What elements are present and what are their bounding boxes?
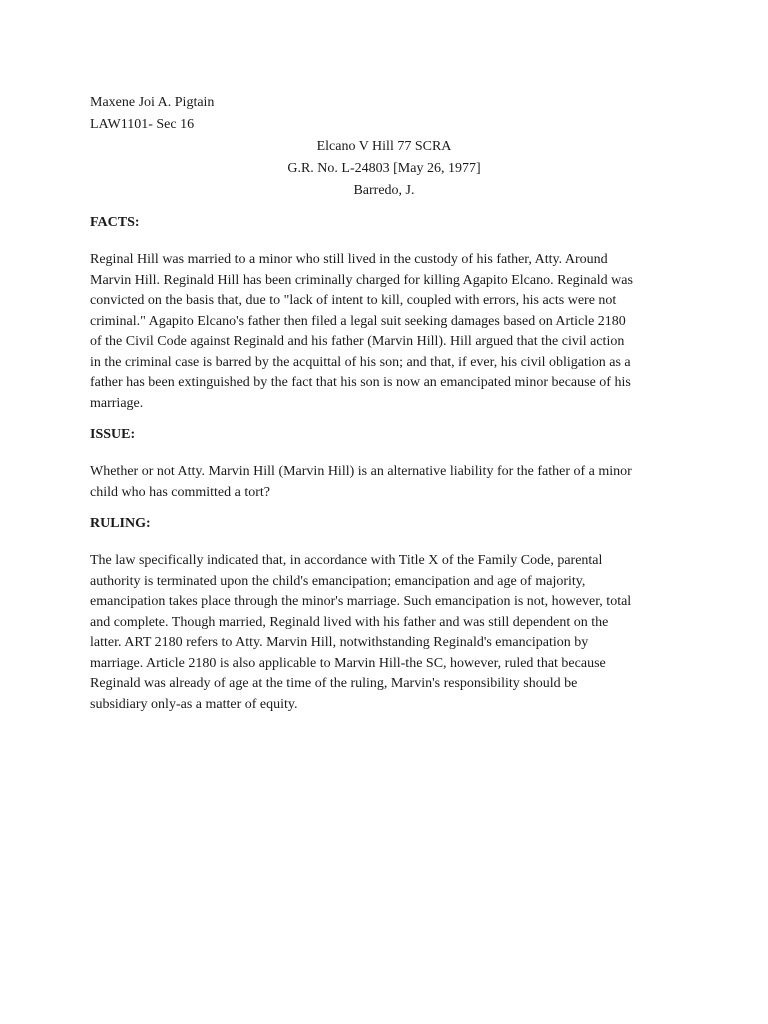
facts-heading: FACTS: xyxy=(90,215,140,230)
facts-line: criminal." Agapito Elcano's father then filed a legal suit seeking damages based on Article 2180 xyxy=(90,313,626,329)
facts-line: father has been extinguished by the fact that his son is now an emancipated minor because of his xyxy=(90,375,631,390)
ruling-line: latter. ART 2180 refers to Atty. Marvin Hill, notwithstanding Reginald's emancipation by xyxy=(90,635,589,650)
issue-line: Whether or not Atty. Marvin Hill (Marvin Hill) is an alternative liability for the father of a minor xyxy=(90,464,632,479)
issue-heading: ISSUE: xyxy=(90,427,136,442)
course-section: LAW1101- Sec 16 xyxy=(90,117,195,132)
author-name: Maxene Joi A. Pigtain xyxy=(90,95,215,110)
case-title: Elcano V Hill 77 SCRA xyxy=(316,139,452,154)
issue-line: child who has committed a tort? xyxy=(90,484,271,500)
ruling-line: emancipation takes place through the minor's marriage. Such emancipation is not, however, total xyxy=(90,594,632,609)
ruling-line: authority is terminated upon the child's emancipation; emancipation and age of majority, xyxy=(90,573,586,589)
ruling-heading: RULING: xyxy=(90,516,151,531)
facts-line: Marvin Hill. Reginald Hill has been criminally charged for killing Agapito Elcano. Reginald was xyxy=(90,272,633,288)
ruling-line: marriage. Article 2180 is also applicable to Marvin Hill-the SC, however, ruled that because xyxy=(90,655,606,671)
case-number: G.R. No. L-24803 [May 26, 1977] xyxy=(287,161,481,176)
facts-line: of the Civil Code against Reginald and his father (Marvin Hill). Hill argued that the civil action xyxy=(90,334,625,349)
ruling-line: The law specifically indicated that, in accordance with Title X of the Family Code, parental xyxy=(90,553,603,568)
issue-paragraph xyxy=(90,462,678,503)
ruling-line: and complete. Though married, Reginald lived with his father and was still dependent on the xyxy=(90,614,609,630)
ruling-line: subsidiary only-as a matter of equity. xyxy=(90,696,298,712)
facts-line: in the criminal case is barred by the acquittal of his son; and that, if ever, his civil obligation as a xyxy=(90,354,631,370)
facts-paragraph xyxy=(90,250,678,414)
ruling-paragraph xyxy=(90,551,678,715)
facts-line: convicted on the basis that, due to "lack of intent to kill, coupled with errors, his acts were not xyxy=(90,293,617,308)
document-page xyxy=(90,92,678,715)
ruling-line: Reginald was already of age at the time of the ruling, Marvin's responsibility should be xyxy=(90,676,578,691)
facts-line: Reginal Hill was married to a minor who still lived in the custody of his father, Atty. Around xyxy=(90,252,608,267)
ponente: Barredo, J. xyxy=(353,183,415,198)
facts-line: marriage. xyxy=(90,395,144,411)
